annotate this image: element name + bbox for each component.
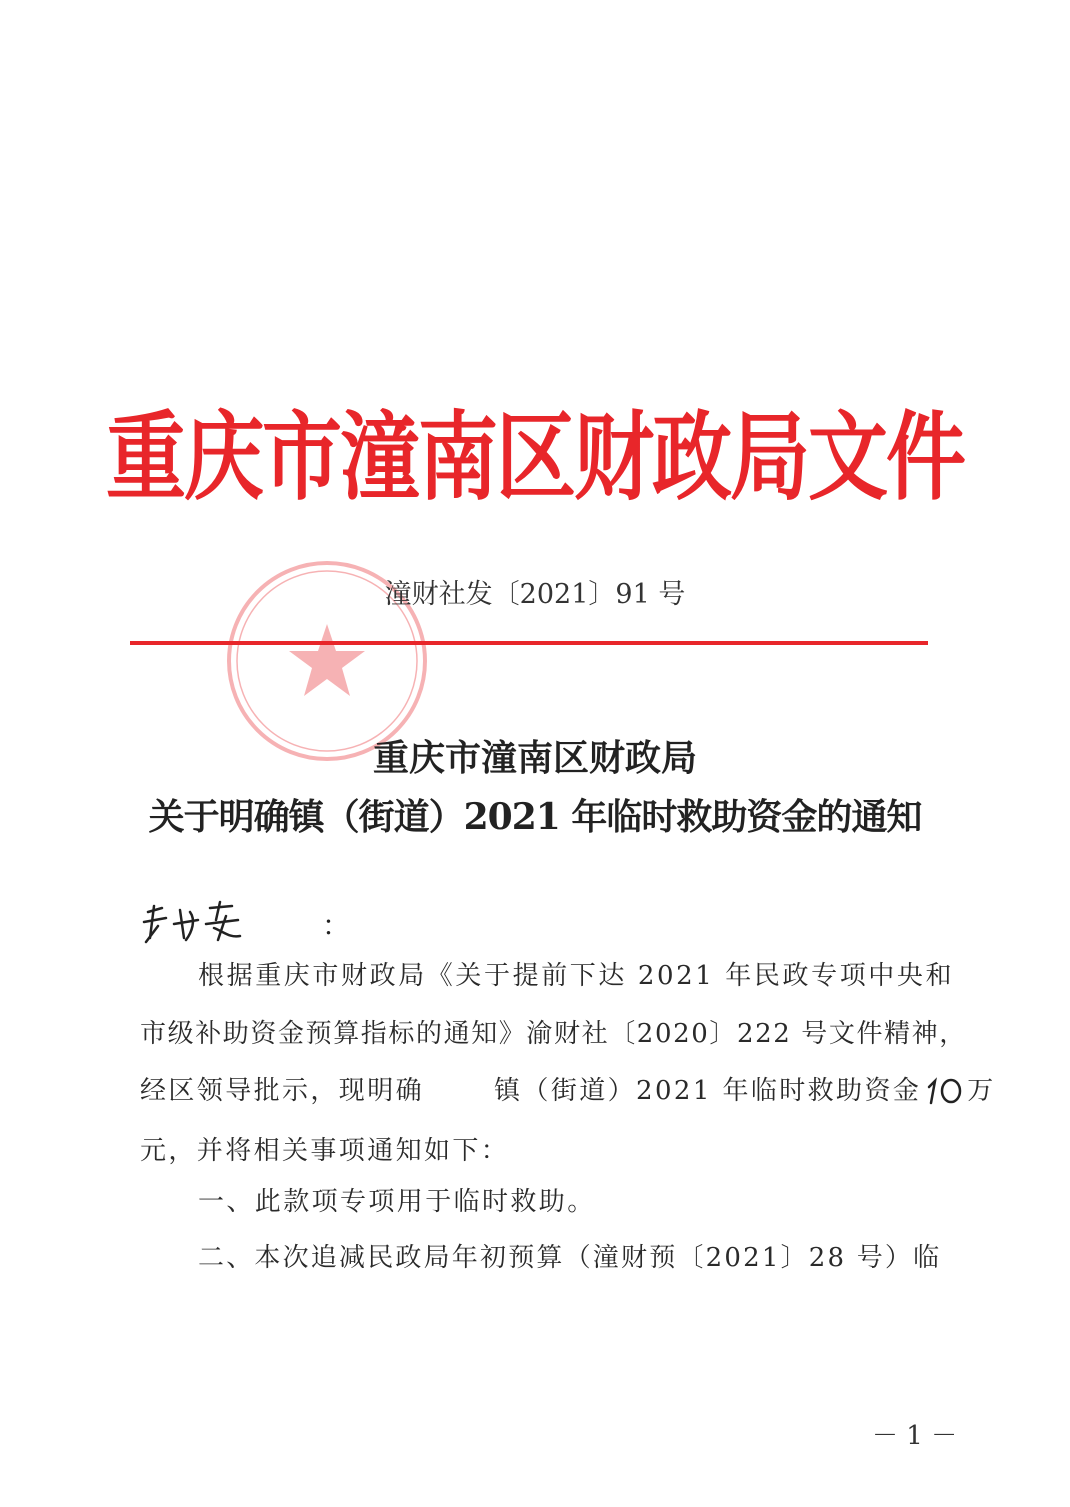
document-title-line-1: 重庆市潼南区财政局 (372, 737, 697, 779)
body-line-3-part-c: 万 (967, 1076, 996, 1106)
page-number: － 1 － (872, 1421, 958, 1451)
body-paragraph-line-3 (140, 1071, 996, 1111)
body-item-1: 一、此款项专项用于临时救助。 (198, 1187, 596, 1217)
body-paragraph-line-1: 根据重庆市财政局《关于提前下达 2021 年民政专项中央和 (198, 961, 955, 991)
salutation (140, 898, 440, 948)
header-divider (130, 641, 928, 645)
body-line-3-part-b: 镇（街道）2021 年临时救助资金 (494, 1076, 922, 1106)
handwritten-amount-10 (921, 1075, 967, 1109)
document-number: 潼财社发〔2021〕91 号 (384, 579, 686, 610)
body-paragraph-line-4: 元，并将相关事项通知如下： (140, 1136, 510, 1166)
body-item-2: 二、本次追减民政局年初预算（潼财预〔2021〕28 号）临 (198, 1243, 942, 1273)
handwritten-recipient-signature (140, 898, 260, 948)
header-title: 重庆市潼南区财政局文件 (106, 401, 964, 514)
document-title-line-2: 关于明确镇（街道）2021 年临时救助资金的通知 (148, 796, 922, 838)
body-paragraph-line-2: 市级补助资金预算指标的通知》渝财社〔2020〕222 号文件精神， (140, 1019, 967, 1049)
body-line-3-part-a: 经区领导批示，现明确 (140, 1076, 425, 1106)
salutation-colon: ： (322, 909, 351, 942)
